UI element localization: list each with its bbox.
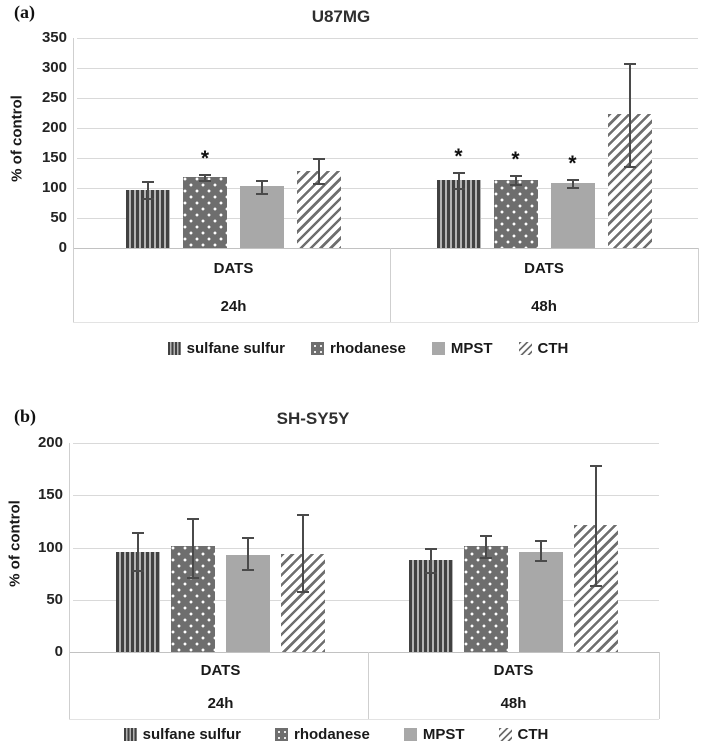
error-bar: [458, 172, 460, 188]
bar-MPST-48h: [551, 183, 595, 248]
error-bar-cap-top: [535, 540, 547, 542]
gridline: [77, 68, 698, 69]
legend-item-rhodanese: [275, 726, 370, 743]
error-bar: [540, 540, 542, 560]
error-bar-cap-bottom: [242, 569, 254, 571]
error-bar: [137, 532, 139, 571]
gridline: [77, 158, 698, 159]
group-time-label: 48h: [500, 695, 527, 712]
error-bar-cap-bottom: [590, 585, 602, 587]
y-axis-title: % of control: [8, 95, 26, 182]
y-axis-tick-label: 250: [41, 89, 67, 106]
legend: [36, 726, 636, 743]
gridline: [77, 218, 698, 219]
y-axis-tick-label: 150: [41, 149, 67, 166]
vertical-stripes-swatch-icon: [168, 342, 181, 355]
error-bar-cap-bottom: [425, 572, 437, 574]
y-axis-tick-label: 100: [41, 179, 67, 196]
diagonal-hatch-swatch-icon: [499, 728, 512, 741]
error-bar-cap-bottom: [313, 183, 325, 185]
error-bar: [147, 181, 149, 198]
error-bar-cap-top: [313, 158, 325, 160]
group-treatment-label: DATS: [524, 260, 564, 277]
error-bar-cap-bottom: [256, 193, 268, 195]
y-axis-tick-label: 0: [54, 643, 63, 660]
group-time-label: 24h: [220, 298, 247, 315]
bar-rhodanese-48h: [464, 546, 508, 652]
legend-label: MPST: [450, 340, 493, 357]
bar-sulfane-sulfur-48h: [409, 560, 453, 652]
error-bar-cap-top: [242, 537, 254, 539]
error-bar-cap-bottom: [453, 188, 465, 190]
significance-asterisk: *: [568, 152, 577, 175]
error-bar: [247, 537, 249, 569]
error-bar-cap-bottom: [199, 180, 211, 182]
error-bar-cap-bottom: [132, 570, 144, 572]
error-bar-cap-top: [590, 465, 602, 467]
y-axis-tick-label: 350: [41, 29, 67, 46]
error-bar-cap-bottom: [480, 557, 492, 559]
error-bar: [192, 518, 194, 577]
gridline: [77, 188, 698, 189]
legend-label: CTH: [517, 726, 549, 743]
legend-label: sulfane sulfur: [142, 726, 241, 743]
significance-asterisk: *: [454, 145, 463, 169]
gridline: [73, 548, 659, 549]
group-time-label: 24h: [207, 695, 234, 712]
error-bar-cap-bottom: [297, 591, 309, 593]
legend-item-sulfane-sulfur: [124, 726, 241, 743]
error-bar-cap-top: [132, 532, 144, 534]
dots-swatch-icon: [311, 342, 324, 355]
bar-rhodanese-48h: [494, 180, 538, 248]
error-bar-cap-bottom: [624, 166, 636, 168]
y-axis-tick-label: 50: [46, 590, 63, 608]
legend-label: CTH: [537, 340, 569, 357]
group-treatment-label: DATS: [200, 662, 241, 679]
bar-sulfane-sulfur-48h: [437, 180, 481, 248]
gridline: [73, 600, 659, 601]
y-axis-tick-label: 150: [37, 486, 63, 504]
error-bar-cap-top: [510, 175, 522, 177]
legend-item-CTH: [519, 340, 569, 357]
error-bar-cap-top: [567, 179, 579, 181]
error-bar: [629, 63, 631, 166]
legend-label: rhodanese: [294, 726, 370, 743]
chart-title: U87MG: [311, 7, 371, 26]
error-bar-cap-bottom: [567, 187, 579, 189]
y-axis-line: [69, 443, 70, 719]
band-bottom-border: [73, 322, 698, 323]
error-bar: [318, 158, 320, 183]
band-bottom-border: [69, 719, 659, 720]
error-bar-cap-top: [480, 535, 492, 537]
error-bar: [485, 535, 487, 557]
gridline: [73, 443, 659, 444]
group-time-label: 48h: [531, 298, 557, 315]
bar-MPST-48h: [519, 552, 563, 652]
x-axis-line: [73, 248, 698, 249]
legend-item-MPST: [432, 340, 493, 357]
y-axis-tick-label: 100: [37, 538, 63, 556]
legend-item-CTH: [499, 726, 549, 743]
error-bar-cap-bottom: [142, 198, 154, 200]
legend-item-sulfane-sulfur: [168, 340, 285, 357]
y-axis-tick-label: 200: [37, 434, 63, 451]
error-bar-cap-top: [624, 63, 636, 65]
y-axis-tick-label: 50: [50, 209, 67, 226]
y-axis-line: [73, 38, 74, 322]
error-bar-cap-top: [199, 174, 211, 176]
legend-label: MPST: [422, 726, 465, 743]
diagonal-hatch-swatch-icon: [519, 342, 532, 355]
error-bar: [595, 465, 597, 585]
error-bar-cap-top: [256, 180, 268, 182]
x-axis-line: [69, 652, 659, 653]
error-bar-cap-bottom: [187, 577, 199, 579]
error-bar-cap-top: [187, 518, 199, 520]
legend-item-MPST: [404, 726, 465, 743]
error-bar-cap-top: [453, 172, 465, 174]
chart-title: SH-SY5Y: [276, 409, 350, 428]
significance-asterisk: *: [511, 147, 520, 171]
error-bar-cap-bottom: [510, 184, 522, 186]
legend: [68, 340, 668, 357]
dots-swatch-icon: [275, 728, 288, 741]
group-treatment-label: DATS: [213, 260, 254, 277]
error-bar: [430, 548, 432, 572]
y-axis-tick-label: 200: [41, 119, 67, 136]
panel-label: (a): [14, 2, 35, 22]
group-treatment-label: DATS: [493, 662, 534, 679]
error-bar-cap-top: [297, 514, 309, 516]
gridline: [77, 38, 698, 39]
solid-swatch-icon: [432, 342, 445, 355]
y-axis-title: % of control: [6, 500, 24, 587]
gridline: [77, 98, 698, 99]
gridline: [77, 128, 698, 129]
gridline: [73, 495, 659, 496]
bar-MPST-24h: [240, 186, 284, 248]
bar-rhodanese-24h: [183, 177, 227, 248]
panel-label: (b): [14, 406, 36, 426]
y-axis-tick-label: 300: [41, 59, 67, 76]
error-bar: [302, 514, 304, 591]
error-bar-cap-top: [425, 548, 437, 550]
band-right-border: [698, 248, 699, 322]
significance-asterisk: *: [200, 147, 210, 171]
y-axis-tick-label: 0: [58, 239, 67, 256]
vertical-stripes-swatch-icon: [124, 728, 137, 741]
legend-label: rhodanese: [330, 340, 406, 357]
legend-label: sulfane sulfur: [186, 340, 285, 357]
error-bar-cap-top: [142, 181, 154, 183]
error-bar-cap-bottom: [535, 560, 547, 562]
band-right-border: [659, 652, 660, 719]
legend-item-rhodanese: [311, 340, 406, 357]
solid-swatch-icon: [404, 728, 417, 741]
